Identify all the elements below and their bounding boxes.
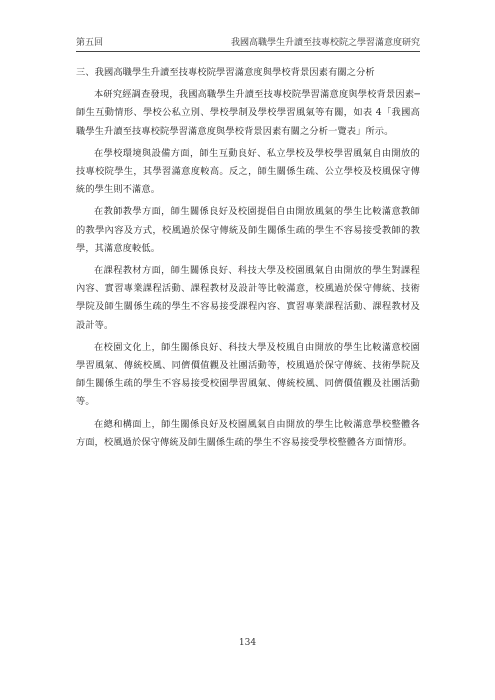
header-chapter: 第五回 [76, 38, 104, 48]
paragraph: 在教師教學方面，師生關係良好及校園提倡自由開放風氣的學生比較滿意教師的教學內容及方式，校風過於保守傳統及師生關係生疏的學生不容易接受教師的教學，其滿意度較低。 [76, 206, 420, 254]
section-heading: 三、我國高職學生升讀至技專校院學習滿意度與學校背景因素有關之分析 [76, 67, 375, 78]
paragraph: 在課程教材方面，師生關係良好、科技大學及校園風氣自由開放的學生對課程內容、實習專業課程活動、課程教材及設計等比較滿意，校風過於保守傳統、技術學院及師生關係生疏的學生不容易接受課程內容、實習專業課程活動、課程教材及設計等。 [76, 265, 420, 331]
paragraph: 在學校環境與設備方面，師生互動良好、私立學校及學校學習風氣自由開放的技專校院學生，其學習滿意度較高。反之，師生關係生疏、公立學校及校風保守傳統的學生則不滿意。 [76, 147, 420, 196]
page-number: 134 [238, 638, 257, 648]
paragraph: 在總和構面上，師生關係良好及校園風氣自由開放的學生比較滿意學校整體各方面，校風過於保守傳統及師生關係生疏的學生不容易接受學校整體各方面情形。 [76, 418, 420, 448]
paragraph: 本研究經調查發現，我國高職學生升讀至技專校院學習滿意度與學校背景因素─師生互動情形、學校公私立別、學校學制及學校學習風氣等有關，如表 4「我國高職學生升讀至技專校院學習滿意度與學校背景因素有關之分析一覽表」所示。 [76, 89, 420, 137]
paragraph: 在校園文化上，師生關係良好、科技大學及校風自由開放的學生比較滿意校園學習風氣、傳統校風、同儕價值觀及社團活動等，校風過於保守傳統、技術學院及師生關係生疏的學生不容易接受校園學習風氣、傳統校風、同儕價值觀及社團活動等。 [76, 341, 420, 408]
page-header [76, 35, 420, 52]
header-running-title: 我國高職學生升讀至技專校院之學習滿意度研究 [230, 38, 420, 48]
body-text [76, 64, 420, 456]
